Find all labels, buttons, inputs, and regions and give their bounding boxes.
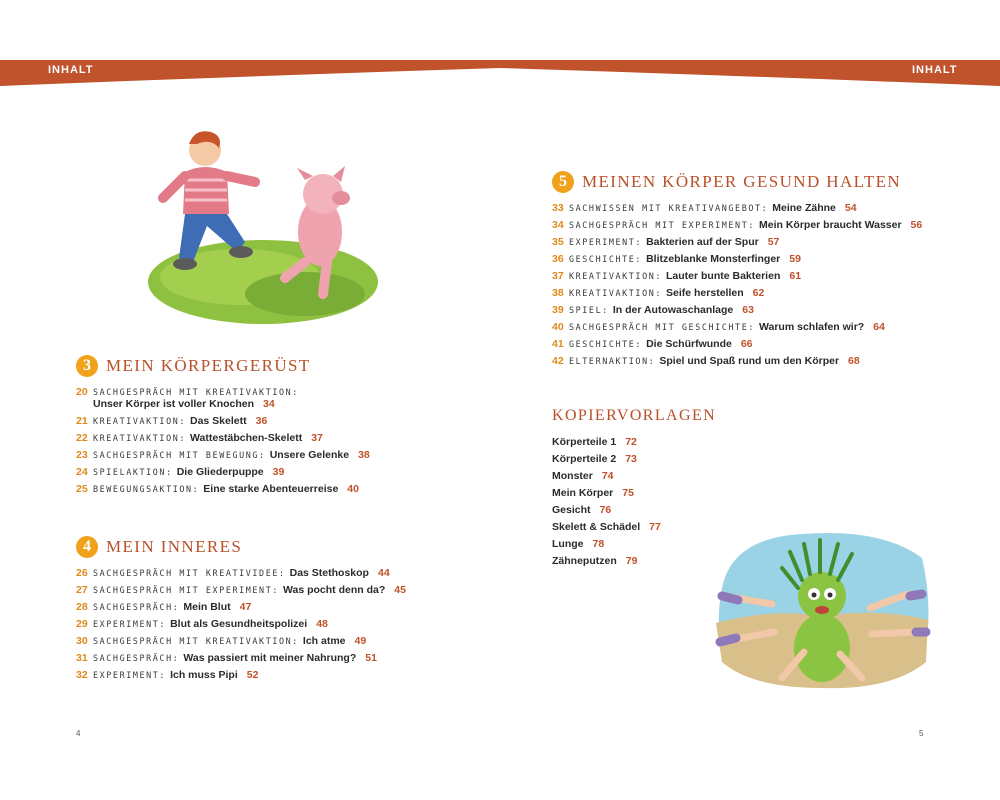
entry-page: 72: [625, 436, 637, 448]
entry-title: Eine starke Abenteuerreise: [203, 483, 339, 495]
section-3: [76, 354, 516, 500]
entry-category: GESCHICHTE:: [569, 339, 643, 349]
entry-title: Bakterien auf der Spur: [646, 236, 759, 248]
entry-page: 68: [848, 355, 860, 367]
entry-number: 22: [76, 432, 88, 444]
entry-title: Ich atme: [302, 635, 346, 647]
entry-page: 48: [316, 618, 328, 630]
entry-category: SACHGESPRÄCH:: [93, 653, 180, 663]
entry-page: 45: [394, 584, 406, 596]
entry-number: 23: [76, 449, 88, 461]
entry-title: Mein Körper: [552, 487, 614, 499]
toc-entry[interactable]: [552, 321, 992, 338]
entry-page: 38: [358, 449, 370, 461]
header-label-left: INHALT: [48, 64, 94, 76]
template-entry[interactable]: [552, 504, 992, 521]
template-entry[interactable]: [552, 453, 992, 470]
entry-title: Mein Körper braucht Wasser: [758, 219, 902, 231]
toc-entry[interactable]: [76, 386, 516, 398]
entry-number: 30: [76, 635, 88, 647]
toc-entry[interactable]: [76, 584, 516, 601]
entry-category: BEWEGUNGSAKTION:: [93, 484, 200, 494]
entry-number: 42: [552, 355, 564, 367]
section-4-header: [76, 535, 516, 559]
entry-page: 79: [625, 555, 638, 567]
entry-page: 73: [625, 453, 637, 465]
entry-category: SACHGESPRÄCH MIT GESCHICHTE:: [569, 322, 755, 332]
entry-category: KREATIVAKTION:: [93, 416, 186, 426]
entry-title: Das Skelett: [190, 415, 247, 427]
entry-number: 25: [76, 483, 88, 495]
entry-title: Lunge: [552, 538, 584, 550]
entry-category: EXPERIMENT:: [569, 237, 643, 247]
entry-number: 31: [76, 652, 88, 664]
template-entry[interactable]: [552, 487, 992, 504]
section-4: [76, 535, 516, 686]
section-4-title: MEIN INNERES: [106, 537, 243, 556]
entry-title: Spiel und Spaß rund um den Körper: [659, 355, 840, 367]
toc-entry[interactable]: [76, 449, 516, 466]
entry-page: 51: [365, 652, 377, 664]
entry-title: Körperteile 1: [552, 436, 617, 448]
section-4-number-badge: 4: [76, 536, 98, 558]
entry-title: Monster: [552, 470, 593, 482]
toc-entry[interactable]: [76, 432, 516, 449]
entry-title: Zähneputzen: [552, 555, 617, 567]
entry-number: 32: [76, 669, 88, 681]
entry-page: 75: [622, 487, 634, 499]
page-number-right: 5: [919, 729, 924, 738]
entry-category: GESCHICHTE:: [569, 254, 643, 264]
entry-title: Die Gliederpuppe: [176, 466, 264, 478]
section-3-title: MEIN KÖRPERGERÜST: [106, 356, 311, 375]
entry-page: 37: [311, 432, 323, 444]
entry-number: 36: [552, 253, 564, 265]
entry-category: SACHGESPRÄCH MIT EXPERIMENT:: [569, 220, 755, 230]
toc-entry[interactable]: [552, 202, 992, 219]
toc-entry[interactable]: [76, 669, 516, 686]
entry-page: 40: [347, 483, 359, 495]
entry-category: EXPERIMENT:: [93, 619, 167, 629]
entry-title: Was passiert mit meiner Nahrung?: [183, 652, 357, 664]
entry-category: KREATIVAKTION:: [569, 271, 662, 281]
toc-entry[interactable]: [76, 466, 516, 483]
template-entry[interactable]: [552, 470, 992, 487]
toc-entry[interactable]: [552, 219, 992, 236]
monster-illustration: [712, 528, 932, 693]
entry-page: 49: [354, 635, 367, 647]
entry-title: Mein Blut: [183, 601, 231, 613]
entry-title: Was pocht denn da?: [282, 584, 386, 596]
entry-page: 34: [263, 398, 275, 410]
entry-category: KREATIVAKTION:: [93, 433, 186, 443]
entry-page: 56: [910, 219, 923, 231]
entry-page: 54: [844, 202, 857, 214]
entry-title: Seife herstellen: [666, 287, 744, 299]
entry-number: 21: [76, 415, 88, 427]
entry-page: 78: [592, 538, 605, 550]
entry-number: 26: [76, 567, 88, 579]
entry-page: 64: [873, 321, 885, 333]
page-number-left: 4: [76, 729, 81, 738]
templates-header: [552, 404, 992, 428]
toc-entry[interactable]: [552, 270, 992, 287]
entry-page: 44: [377, 567, 390, 579]
toc-entry[interactable]: [76, 415, 516, 432]
entry-page: 59: [789, 253, 801, 265]
entry-number: 38: [552, 287, 564, 299]
section-3-number-badge: 3: [76, 355, 98, 377]
entry-category: SACHGESPRÄCH MIT BEWEGUNG:: [93, 450, 266, 460]
entry-title: Lauter bunte Bakterien: [666, 270, 781, 282]
entry-page: 61: [789, 270, 802, 282]
entry-page: 39: [272, 466, 285, 478]
entry-page: 66: [740, 338, 753, 350]
entry-category: SACHGESPRÄCH MIT KREATIVIDEE:: [93, 568, 286, 578]
entry-title: In der Autowaschanlage: [612, 304, 734, 316]
entry-category: SACHGESPRÄCH MIT KREATIVAKTION:: [93, 636, 299, 646]
entry-number: 29: [76, 618, 88, 630]
entry-number: 28: [76, 601, 88, 613]
entry-number: 40: [552, 321, 564, 333]
toc-entry[interactable]: [76, 652, 516, 669]
entry-page: 77: [649, 521, 661, 533]
entry-page: 74: [601, 470, 614, 482]
entry-title: Blitzeblanke Monsterfinger: [646, 253, 781, 265]
entry-number: 33: [552, 202, 564, 214]
entry-page: 63: [742, 304, 754, 316]
toc-entry-continuation[interactable]: [76, 398, 516, 415]
entry-category: KREATIVAKTION:: [569, 288, 662, 298]
entry-category: ELTERNAKTION:: [569, 356, 656, 366]
entry-category: SACHWISSEN MIT KREATIVANGEBOT:: [569, 203, 769, 213]
entry-number: 41: [552, 338, 564, 350]
entry-title: Das Stethoskop: [289, 567, 369, 579]
boy-and-pig-illustration: [145, 122, 380, 332]
toc-entry[interactable]: [76, 618, 516, 635]
toc-entry[interactable]: [552, 304, 992, 321]
section-3-header: [76, 354, 516, 378]
toc-entry[interactable]: [552, 338, 992, 355]
entry-page: 47: [239, 601, 252, 613]
entry-title: Die Schürfwunde: [646, 338, 732, 350]
entry-page: 76: [599, 504, 612, 516]
entry-page: 36: [255, 415, 268, 427]
entry-number: 20: [76, 386, 88, 398]
toc-entry[interactable]: [552, 287, 992, 304]
entry-category: SACHGESPRÄCH:: [93, 602, 180, 612]
entry-number: 35: [552, 236, 564, 248]
entry-title: Warum schlafen wir?: [758, 321, 865, 333]
toc-entry[interactable]: [76, 567, 516, 584]
entry-title: Meine Zähne: [772, 202, 836, 214]
toc-entry[interactable]: [76, 635, 516, 652]
template-entry[interactable]: [552, 436, 992, 453]
entry-page: 57: [767, 236, 780, 248]
section-5-title: MEINEN KÖRPER GESUND HALTEN: [582, 172, 902, 191]
entry-number: 27: [76, 584, 88, 596]
entry-title: Wattestäbchen-Skelett: [190, 432, 303, 444]
header-label-right: INHALT: [912, 64, 958, 76]
entry-page: 52: [246, 669, 259, 681]
section-5-header: [552, 170, 992, 194]
entry-title: Körperteile 2: [552, 453, 617, 465]
templates-title: KOPIERVORLAGEN: [552, 407, 717, 424]
entry-category: EXPERIMENT:: [93, 670, 167, 680]
toc-entry[interactable]: [552, 355, 992, 372]
entry-page: 62: [752, 287, 765, 299]
toc-entry[interactable]: [76, 601, 516, 618]
entry-title: Skelett & Schädel: [552, 521, 641, 533]
entry-number: 39: [552, 304, 564, 316]
entry-number: 34: [552, 219, 564, 231]
section-5-number-badge: 5: [552, 171, 574, 193]
entry-category: SPIEL:: [569, 305, 609, 315]
section-5: [552, 170, 992, 372]
entry-title: Unser Körper ist voller Knochen: [93, 398, 255, 410]
entry-number: 37: [552, 270, 564, 282]
toc-entry[interactable]: [76, 483, 516, 500]
toc-entry[interactable]: [552, 236, 992, 253]
entry-title: Ich muss Pipi: [170, 669, 238, 681]
entry-title: Gesicht: [552, 504, 591, 516]
entry-category: SPIELAKTION:: [93, 467, 173, 477]
toc-entry[interactable]: [552, 253, 992, 270]
entry-category: SACHGESPRÄCH MIT EXPERIMENT:: [93, 585, 279, 595]
entry-category: SACHGESPRÄCH MIT KREATIVAKTION:: [93, 387, 299, 397]
entry-number: 24: [76, 466, 88, 478]
header-band: [0, 0, 1000, 100]
entry-title: Blut als Gesundheitspolizei: [170, 618, 308, 630]
entry-title: Unsere Gelenke: [269, 449, 350, 461]
